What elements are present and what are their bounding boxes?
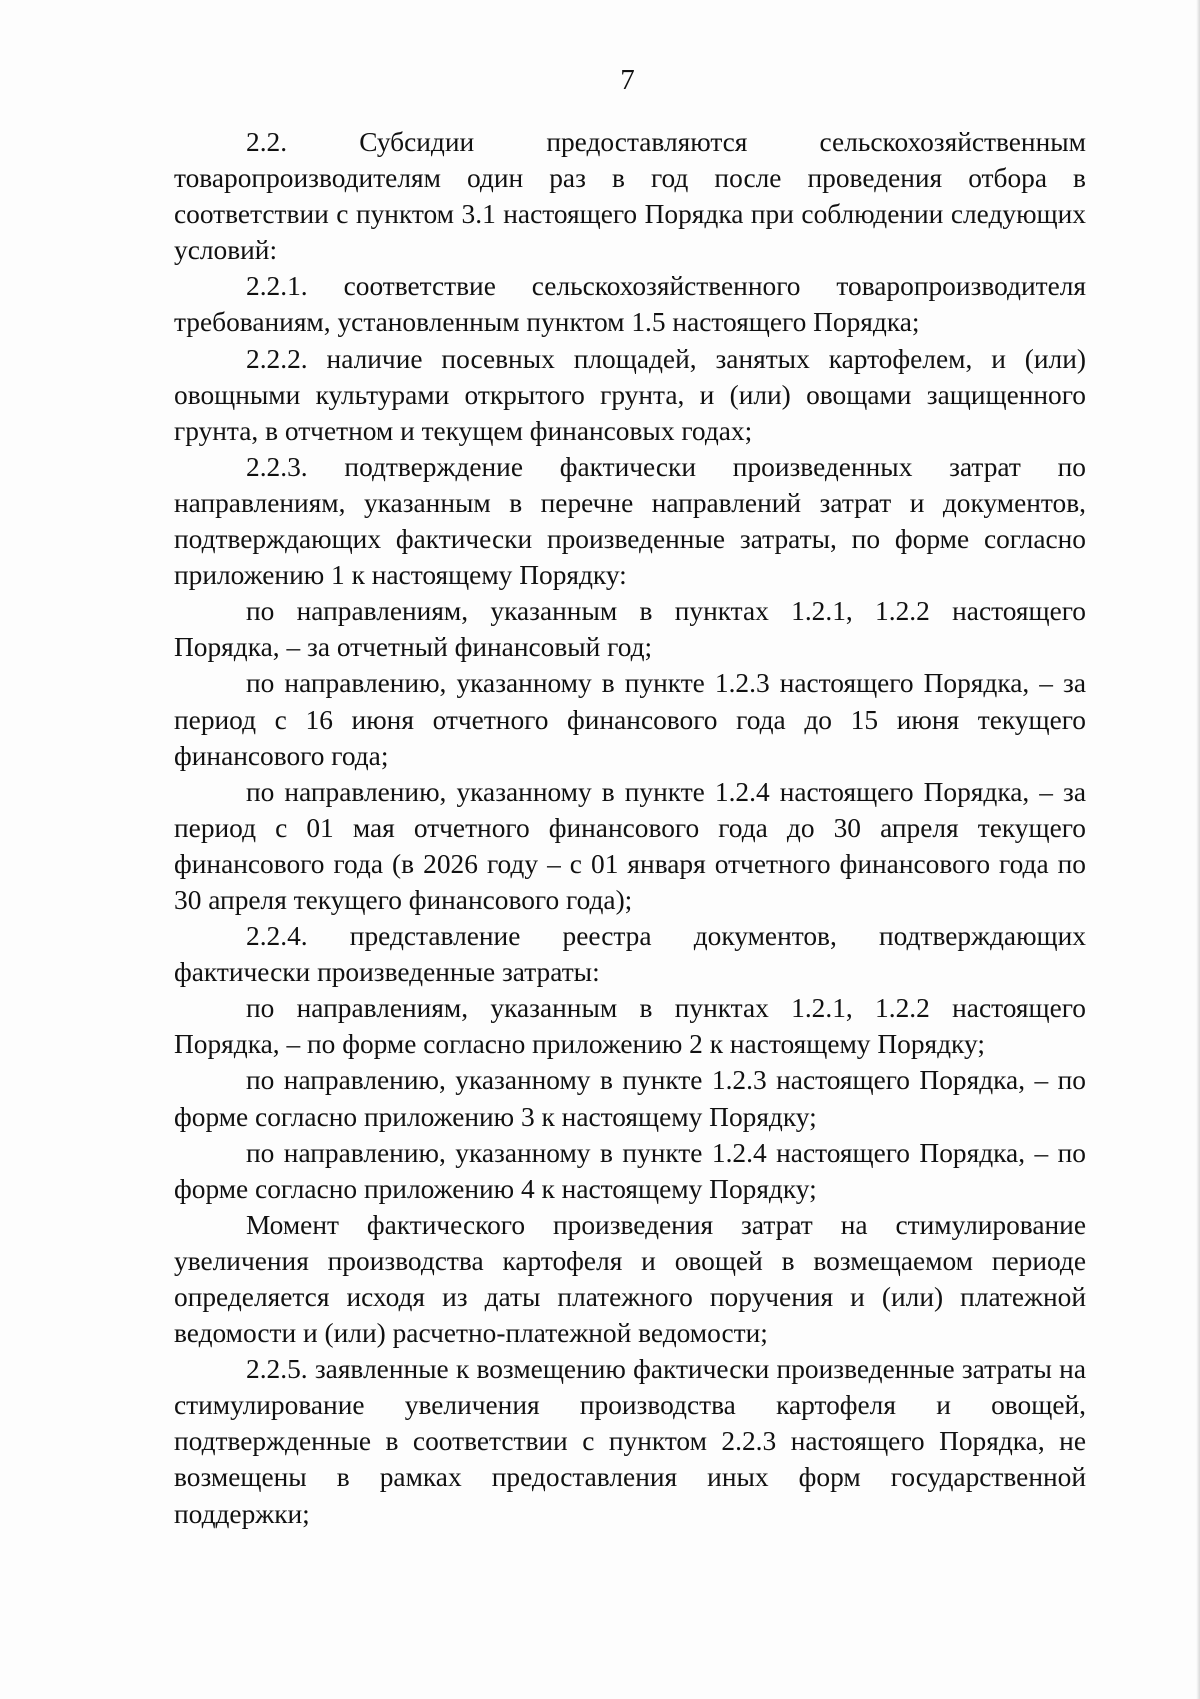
paragraph-2-2-3-item-3: по направлению, указанному в пункте 1.2.4 настоящего Порядка, – за период с 01 мая отчетного финансового года до 30 апреля текущего финансового года (в 2026 году – с 01 января отчетного финансового года по 30 апреля текущего финансового года); <box>174 776 1086 915</box>
document-body <box>174 124 1086 1532</box>
page-number: 7 <box>620 64 635 96</box>
paragraph-2-2-1: 2.2.1. соответствие сельскохозяйственного товаропроизводителя требованиям, установленным пунктом 1.5 настоящего Порядка; <box>174 271 1086 338</box>
paragraph-2-2-4: 2.2.4. представление реестра документов, подтверждающих фактически произведенные затраты: <box>174 921 1086 988</box>
paragraph-2-2-3: 2.2.3. подтверждение фактически произведенных затрат по направлениям, указанным в перечне направлений затрат и документов, подтверждающих фактически произведенные затраты, по форме согласно приложению 1 к настоящему Порядку: <box>174 451 1086 591</box>
paragraph-2-2-3-item-1: по направлениям, указанным в пунктах 1.2.1, 1.2.2 настоящего Порядка, – за отчетный финансовый год; <box>174 596 1086 663</box>
paragraph-cost-moment: Момент фактического произведения затрат на стимулирование увеличения производства картофеля и овощей в возмещаемом периоде определяется исходя из даты платежного поручения и (или) платежной ведомости и (или) расчетно-платежной ведомости; <box>174 1209 1086 1349</box>
paragraph-2-2-2: 2.2.2. наличие посевных площадей, занятых картофелем, и (или) овощными культурами открытого грунта, и (или) овощами защищенного грунта, в отчетном и текущем финансовых годах; <box>174 343 1086 446</box>
scan-edge <box>1196 0 1200 1699</box>
paragraph-2-2-3-item-2: по направлению, указанному в пункте 1.2.3 настоящего Порядка, – за период с 16 июня отчетного финансового года до 15 июня текущего финансового года; <box>174 668 1086 771</box>
paragraph-2-2-4-item-1: по направлениям, указанным в пунктах 1.2.1, 1.2.2 настоящего Порядка, – по форме согласно приложению 2 к настоящему Порядку; <box>174 993 1086 1060</box>
paragraph-2-2-5: 2.2.5. заявленные к возмещению фактически произведенные затраты на стимулирование увеличения производства картофеля и овощей, подтвержденные в соответствии с пунктом 2.2.3 настоящего Порядка, не возмещены в рамках предоставления иных форм государственной поддержки; <box>174 1354 1086 1529</box>
paragraph-2-2: 2.2. Субсидии предоставляются сельскохозяйственным товаропроизводителям один раз в год после проведения отбора в соответствии с пунктом 3.1 настоящего Порядка при соблюдении следующих условий: <box>174 127 1086 266</box>
paragraph-2-2-4-item-3: по направлению, указанному в пункте 1.2.4 настоящего Порядка, – по форме согласно приложению 4 к настоящему Порядку; <box>174 1137 1086 1204</box>
paragraph-2-2-4-item-2: по направлению, указанному в пункте 1.2.3 настоящего Порядка, – по форме согласно приложению 3 к настоящему Порядку; <box>174 1065 1086 1132</box>
